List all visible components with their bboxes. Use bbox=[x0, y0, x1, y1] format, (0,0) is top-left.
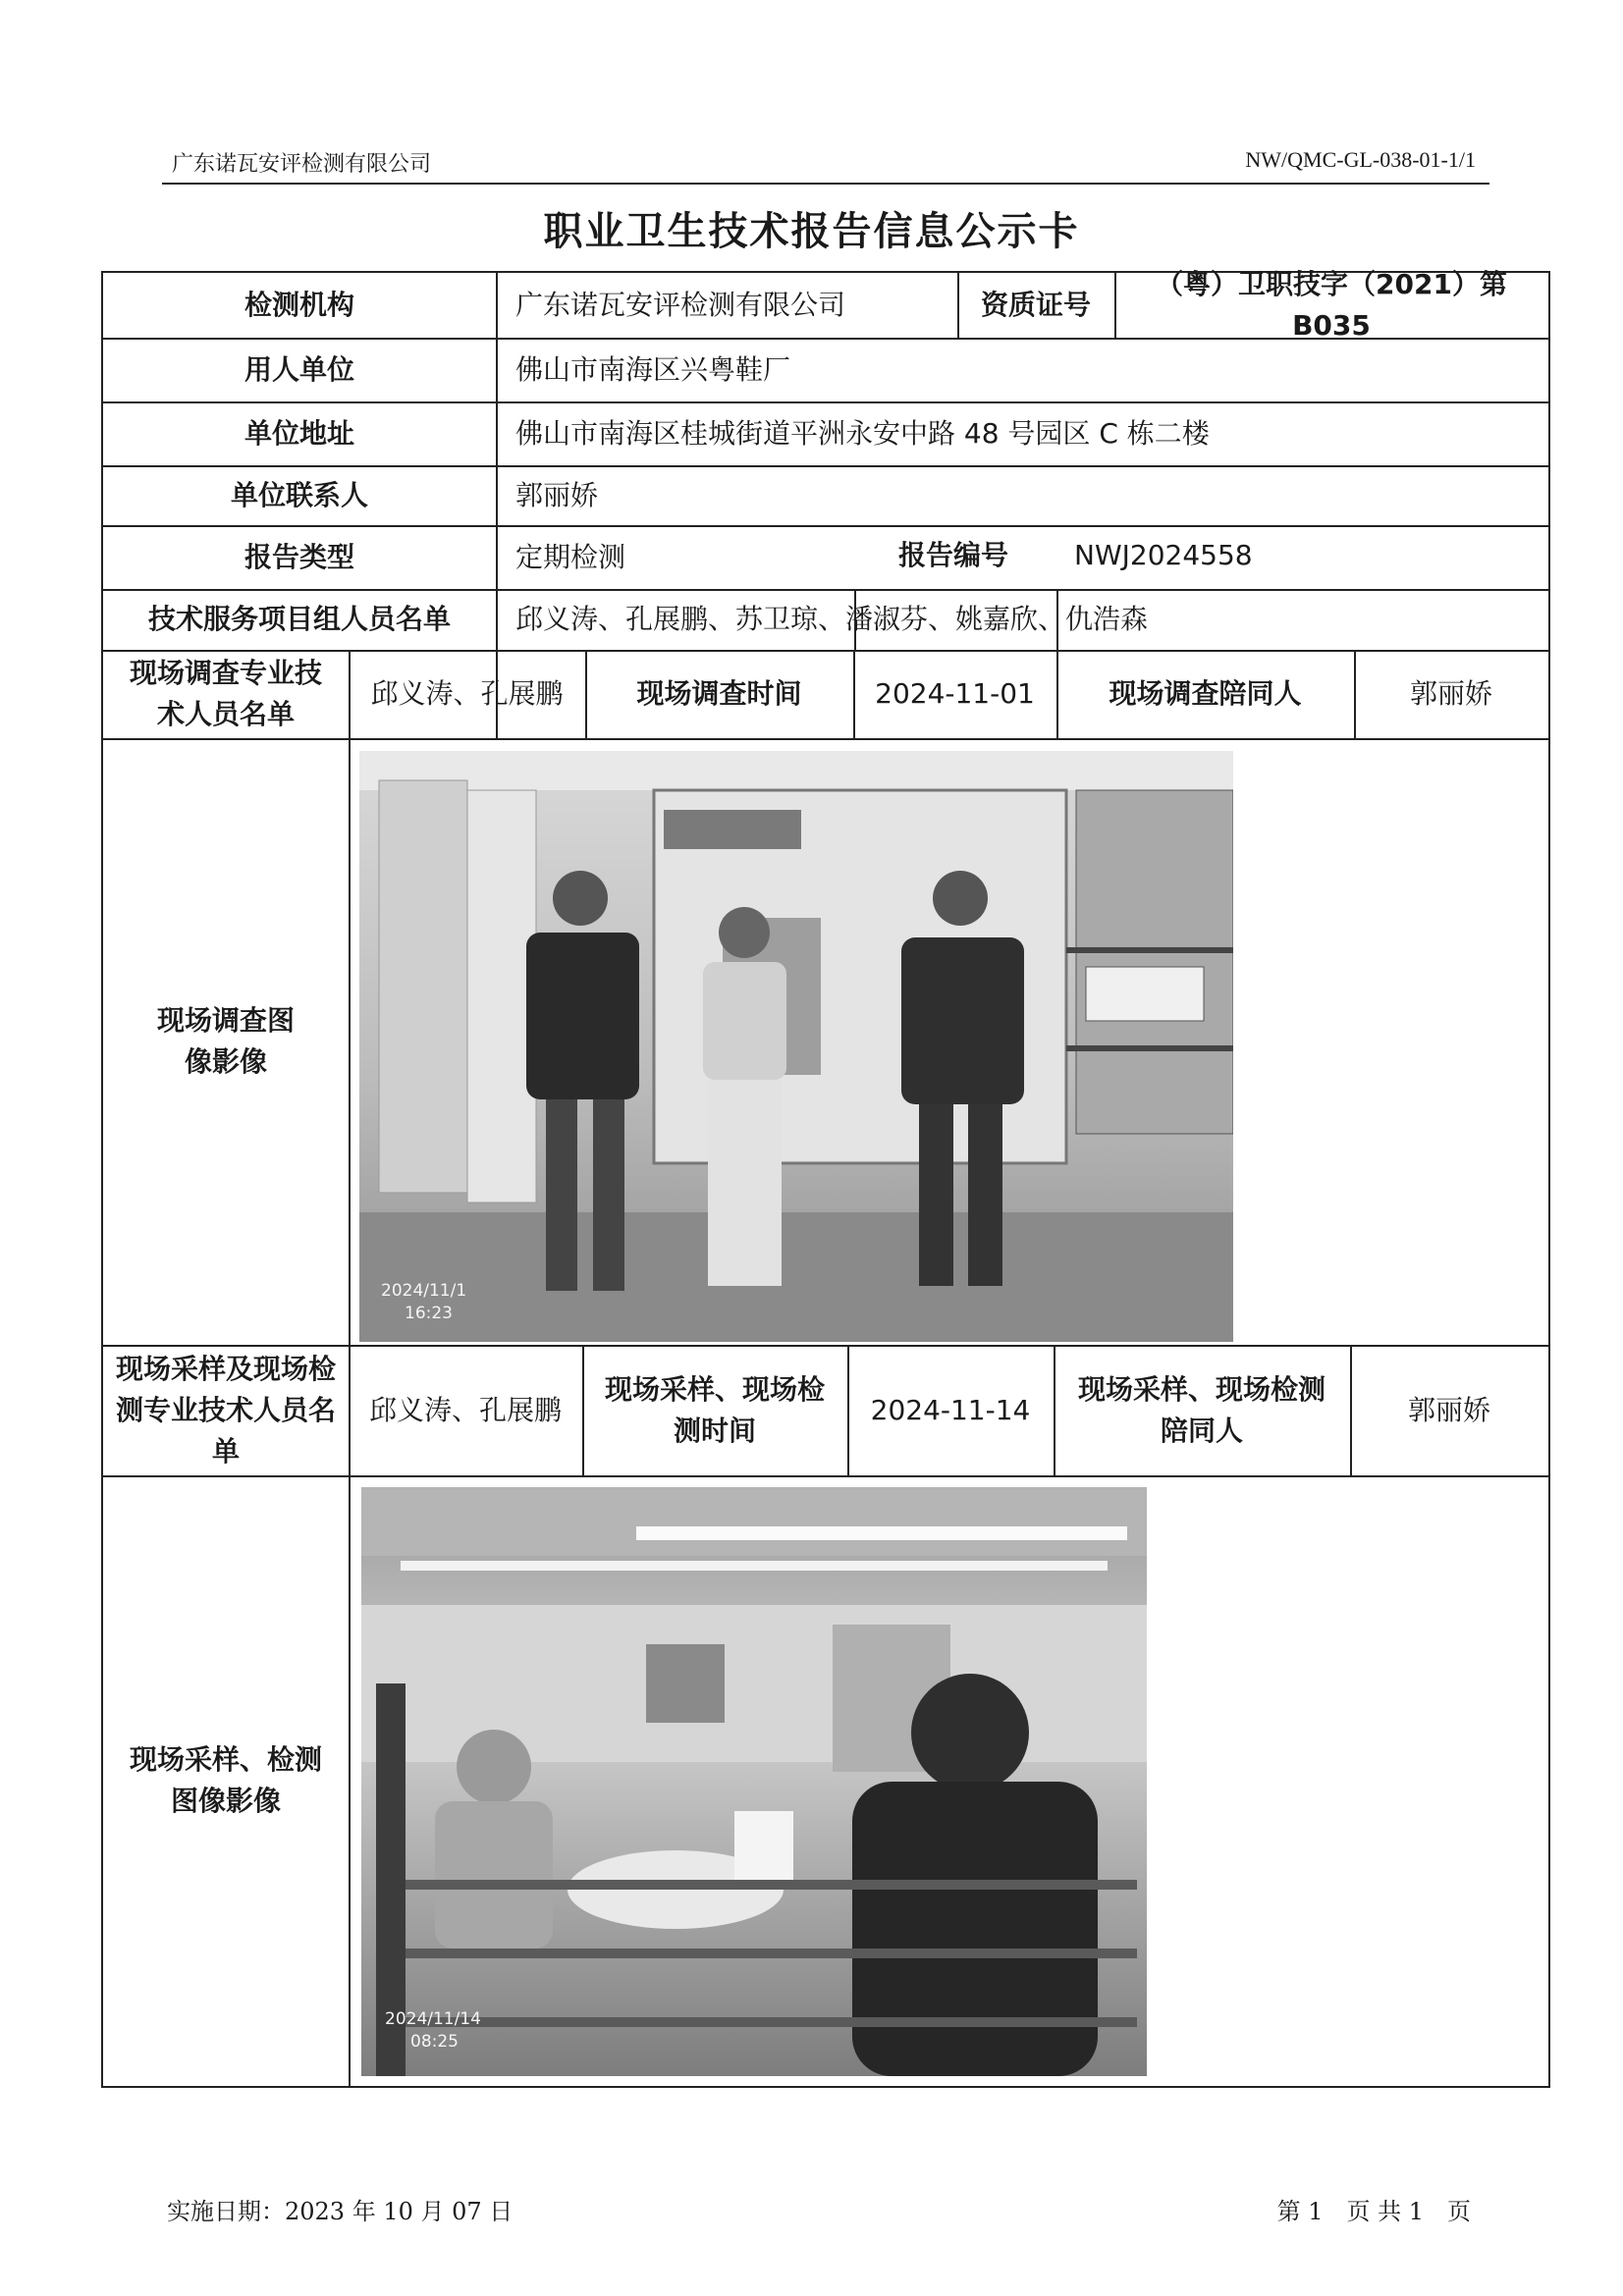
report-no-value: NWJ2024558 bbox=[1074, 538, 1253, 571]
sampling-photo bbox=[361, 1487, 1147, 2076]
employer-label: 用人单位 bbox=[243, 352, 354, 386]
address-label: 单位地址 bbox=[243, 416, 354, 450]
survey-escort-label: 现场调查陪同人 bbox=[1109, 677, 1302, 710]
header-company: 广东诺瓦安评检测有限公司 bbox=[172, 152, 432, 177]
sampling-image-label: 现场采样、检测图像影像 bbox=[129, 1743, 322, 1817]
report-type-label: 报告类型 bbox=[243, 540, 354, 573]
sampling-staff-value: 邱义涛、孔展鹏 bbox=[368, 1393, 562, 1426]
sampling-escort-value: 郭丽娇 bbox=[1407, 1393, 1490, 1426]
sampling-photo-date: 2024/11/14 bbox=[385, 2009, 481, 2029]
header-doc-code: NW/QMC-GL-038-01-1/1 bbox=[1245, 147, 1476, 172]
survey-escort-value: 郭丽娇 bbox=[1409, 677, 1492, 710]
page-number: 第 1 页 共 1 页 bbox=[1276, 2198, 1471, 2225]
sampling-photo-time: 08:25 bbox=[410, 2032, 459, 2052]
report-no-label: 报告编号 bbox=[897, 538, 1008, 571]
survey-photo bbox=[359, 751, 1233, 1342]
contact-value: 郭丽娇 bbox=[515, 478, 599, 511]
team-label: 技术服务项目组人员名单 bbox=[147, 603, 451, 635]
institution-label: 检测机构 bbox=[243, 289, 354, 321]
institution-value: 广东诺瓦安评检测有限公司 bbox=[515, 289, 846, 321]
sampling-time-label: 现场采样、现场检测时间 bbox=[604, 1372, 825, 1447]
survey-image-label: 现场调查图像影像 bbox=[156, 1004, 295, 1078]
effective-date: 实施日期：2023 年 10 月 07 日 bbox=[167, 2198, 514, 2225]
report-type-value: 定期检测 bbox=[515, 540, 626, 573]
sampling-escort-label: 现场采样、现场检测陪同人 bbox=[1077, 1372, 1325, 1447]
address-value: 佛山市南海区桂城街道平洲永安中路 48 号园区 C 栋二楼 bbox=[515, 416, 1210, 450]
survey-time-value: 2024-11-01 bbox=[875, 677, 1035, 710]
survey-time-label: 现场调查时间 bbox=[636, 677, 802, 710]
team-value: 邱义涛、孔展鹏、苏卫琼、潘淑芬、姚嘉欣、仇浩森 bbox=[515, 603, 1149, 635]
sampling-photo-image bbox=[361, 1487, 1147, 2076]
page-title: 职业卫生技术报告信息公示卡 bbox=[543, 209, 1080, 254]
info-table bbox=[101, 268, 1550, 2088]
header-rule bbox=[162, 183, 1489, 185]
employer-value: 佛山市南海区兴粤鞋厂 bbox=[515, 352, 791, 386]
survey-photo-date: 2024/11/1 bbox=[381, 1281, 467, 1301]
survey-staff-label: 现场调查专业技术人员名单 bbox=[129, 657, 322, 730]
survey-photo-image bbox=[359, 751, 1233, 1342]
survey-photo-time: 16:23 bbox=[405, 1304, 453, 1323]
survey-staff-value: 邱义涛、孔展鹏 bbox=[370, 677, 564, 710]
cert-value: （粤）卫职技字（2021）第 B035 bbox=[1156, 268, 1507, 342]
cert-label: 资质证号 bbox=[980, 289, 1091, 321]
sampling-staff-label: 现场采样及现场检测专业技术人员名单 bbox=[115, 1352, 336, 1468]
sampling-time-value: 2024-11-14 bbox=[870, 1393, 1031, 1426]
contact-label: 单位联系人 bbox=[230, 478, 368, 511]
